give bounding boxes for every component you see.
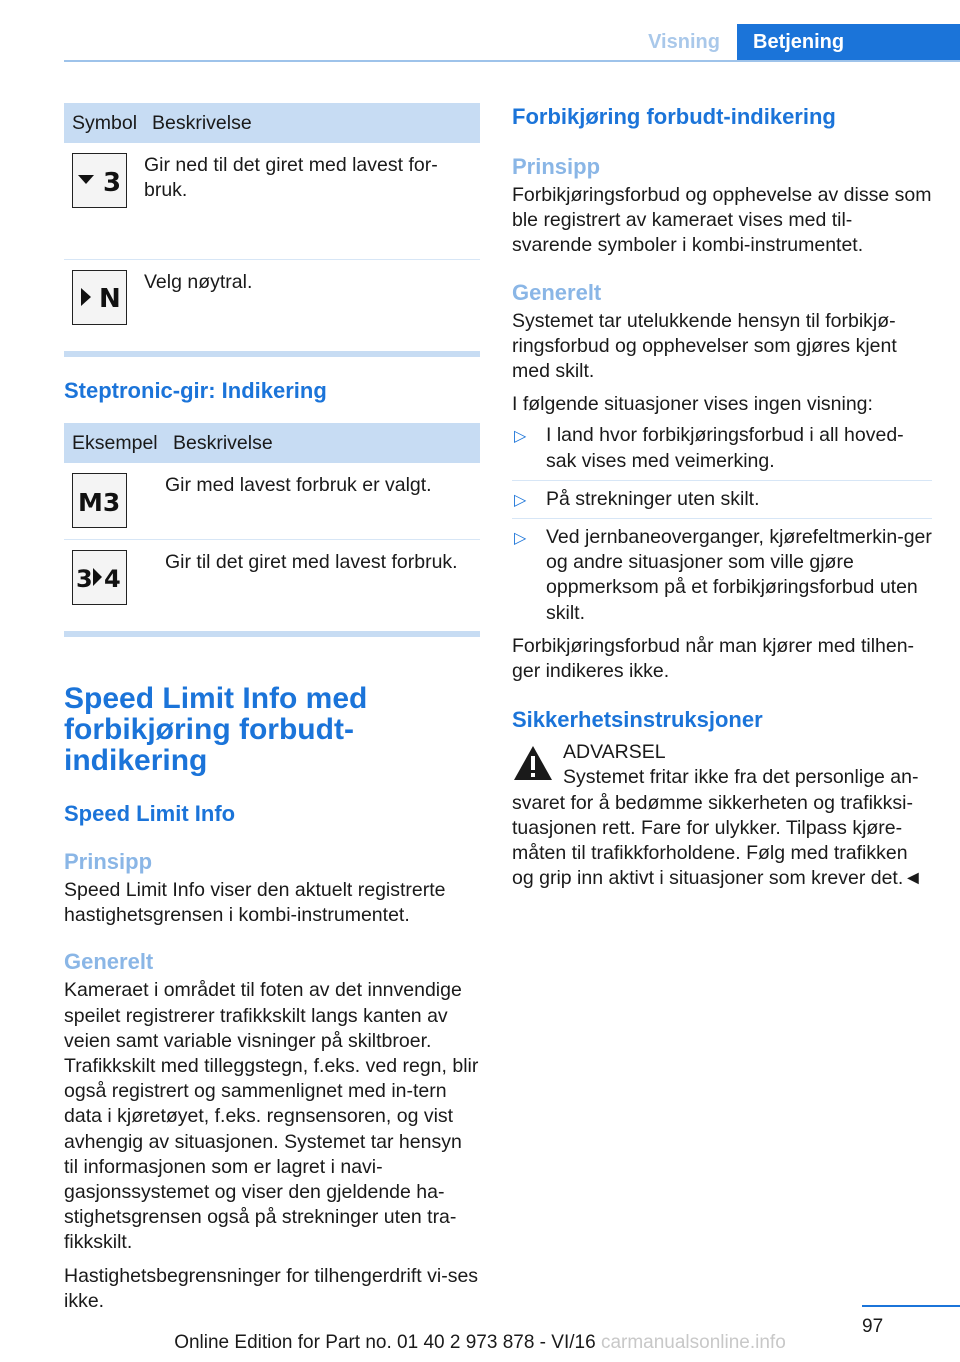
table-row [64,463,480,539]
table-cell-description: Gir ned til det giret med lavest for-bruk. [144,154,438,201]
table-header-description: Beskrivelse [144,103,480,143]
page-number: 97 [862,1316,884,1337]
footer-rule [862,1305,960,1307]
steptronic-heading: Steptronic-gir: Indikering [64,378,327,403]
table-end-band [64,631,480,637]
footer-edition: Online Edition for Part no. 01 40 2 973 878 - VI/16 carmanualsonline.info [174,1332,786,1353]
situations-list [512,423,932,631]
tab-visning[interactable]: Visning [648,31,720,53]
tab-betjening[interactable]: Betjening [737,24,960,62]
table-header-row [64,423,480,463]
situations-intro: I følgende situasjoner vises ingen visning: [512,393,873,416]
table-header-symbol: Symbol [64,103,144,143]
steptronic-table [64,423,480,617]
svg-text:3: 3 [75,565,93,592]
table-header-example: Eksempel [64,423,165,463]
prinsipp-text: Forbikjøringsforbud og opphevelse av disse som ble registrert av kameraet vises med til-svarende symboler i kombi-instrumentet. [512,184,932,257]
svg-text:3: 3 [102,167,121,196]
list-item: ▷ I land hvor forbikjøringsforbud i all hoved-sak vises med veimerking. [512,423,932,480]
table-row [64,259,480,337]
trailer-text: Forbikjøringsforbud når man kjører med tilhen-ger indikeres ikke. [512,634,915,683]
table-row [64,143,480,259]
svg-text:N: N [98,284,121,312]
speed-limit-heading: Speed Limit Info med forbikjøring forbudt-indikering [64,682,368,777]
forbikjoring-heading: Forbikjøring forbudt-indikering [512,104,836,129]
prinsipp-text: Speed Limit Info viser den aktuelt registrerte hastighetsgrensen i kombi-instrumentet. [64,879,446,927]
safety-heading: Sikkerhetsinstruksjoner [512,707,763,733]
generelt-text: Kameraet i området til foten av det innvendige speilet registrerer trafikkskilt langs kanten av veien samt variable visninger på skiltbroer. Trafikkskilt med tilleggstegn, f.eks. ved regn, blir også registrert og sammenlignet med in-tern data i kjøretøyet, f.eks. regnsensoren, og vist avhengig av situasjonen. Systemet tar hensyn til informasjonen som er lagret i navi-gasjonssystemet og viser den gjeldende ha-stighetsgrensen også på strekninger uten tra-fikkskilt. [64,979,479,1254]
list-item: ▷ Ved jernbaneoverganger, kjørefeltmerkin-ger og andre situasjoner som ville gjøre oppmerksom på et forbikjøringsforbud uten skilt. [514,526,932,624]
trailer-text: Hastighetsbegrensninger for tilhengerdrift vi-ses ikke. [64,1264,479,1312]
triangle-bullet-icon: ▷ [514,428,527,446]
watermark: carmanualsonline.info [600,1332,786,1353]
header-rule [64,60,960,62]
generelt-heading: Generelt [64,949,154,975]
table-cell-description: Velg nøytral. [144,270,253,293]
left-column [64,103,480,1314]
generelt-heading: Generelt [512,279,602,305]
table-row [64,539,480,617]
warning-block [512,740,932,891]
generelt-text: Systemet tar utelukkende hensyn til forbikjø-ringsforbud og opphevelser som gjøres kjent med skilt. [512,309,897,383]
triangle-bullet-icon: ▷ [514,530,527,548]
table-cell-description: Gir til det giret med lavest forbruk. [165,550,458,573]
prinsipp-heading: Prinsipp [64,849,153,874]
table-end-band [64,351,480,357]
symbol-table [64,103,480,337]
right-column [512,103,932,891]
svg-text:4: 4 [103,565,121,592]
table-header-description: Beskrivelse [165,423,480,463]
gear-down-3-icon [72,153,127,208]
speed-limit-subheading: Speed Limit Info [64,801,236,826]
svg-text:M3: M3 [77,487,120,516]
list-item: ▷ På strekninger uten skilt. [512,487,932,519]
table-cell-description: Gir med lavest forbruk er valgt. [165,474,432,496]
warning-triangle-icon [512,744,554,782]
warning-text: Systemet fritar ikke fra det personlige an-svaret for å bedømme sikkerheten og trafikksi-tuasjonen rett. Fare for ulykker. Tilpass kjøre-måten til trafikkforholdene. Følg med trafikken og grip inn aktivt i situasjoner som krever det.◄ [512,766,923,890]
table-header-row [64,103,480,143]
prinsipp-heading: Prinsipp [512,154,601,179]
m3-icon [72,473,127,528]
neutral-n-icon [72,270,127,325]
gear-3-to-4-icon [72,550,127,605]
triangle-bullet-icon: ▷ [514,491,527,509]
warning-label: ADVARSEL [563,741,666,764]
